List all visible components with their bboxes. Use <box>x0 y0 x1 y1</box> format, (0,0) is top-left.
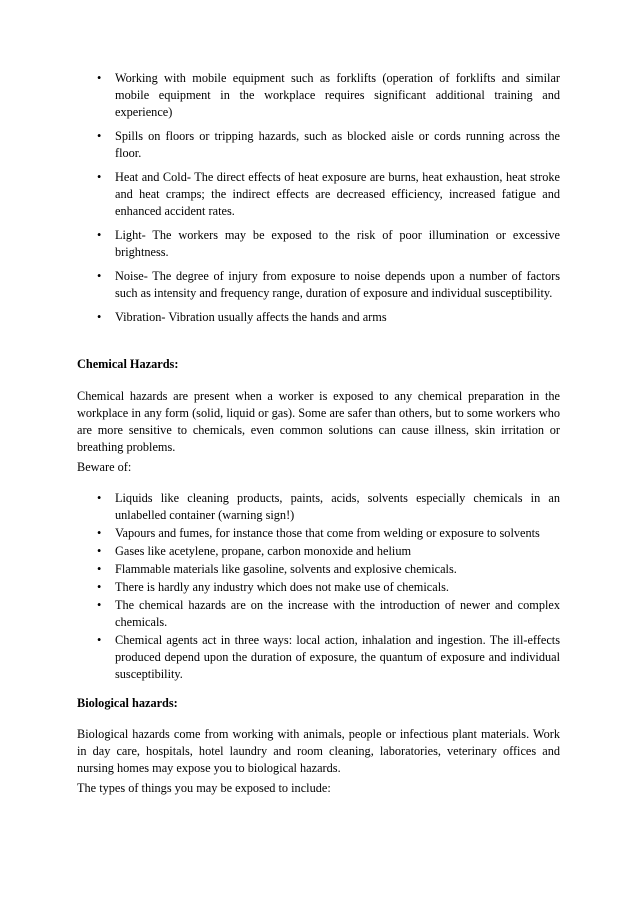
list-item <box>0 169 638 220</box>
beware-label: Beware of: <box>77 460 132 474</box>
list-item <box>0 579 638 596</box>
bullet-marker: • <box>97 491 102 505</box>
bullet-marker: • <box>97 170 102 184</box>
bullet-marker: • <box>97 71 102 85</box>
list-item-text: There is hardly any industry which does not make use of chemicals. <box>115 580 449 594</box>
list-item-text: Heat and Cold- The direct effects of heat exposure are burns, heat exhaustion, heat stroke and heat cramps; the indirect effects are decreased efficiency, increased fatigue and enhanced accident rates. <box>115 170 560 218</box>
list-item <box>0 268 638 302</box>
bullet-marker: • <box>97 526 102 540</box>
bullet-marker: • <box>97 310 102 324</box>
bullet-marker: • <box>97 129 102 143</box>
chemical-hazards-heading: Chemical Hazards: <box>77 357 179 371</box>
list-item-text: The chemical hazards are on the increase with the introduction of newer and complex chemicals. <box>115 598 560 629</box>
list-item-text: Chemical agents act in three ways: local action, inhalation and ingestion. The ill-effects produced depend upon the duration of exposure, the quantum of exposure and individual susceptibility. <box>115 633 560 681</box>
bullet-marker: • <box>97 228 102 242</box>
chemical-hazards-list <box>0 490 638 684</box>
biological-hazards-paragraph: Biological hazards come from working with animals, people or infectious plant materials. Work in day care, hospitals, hotel laundry and room cleaning, laboratories, veterinary offices and nursing homes may expose you to biological hazards. <box>77 727 560 775</box>
list-item <box>0 632 638 683</box>
types-intro: The types of things you may be exposed to include: <box>77 781 331 795</box>
bullet-marker: • <box>97 598 102 612</box>
bullet-marker: • <box>97 269 102 283</box>
list-item-text: Working with mobile equipment such as forklifts (operation of forklifts and similar mobile equipment in the workplace requires significant additional training and experience) <box>115 71 560 119</box>
list-item-text: Noise- The degree of injury from exposure to noise depends upon a number of factors such as intensity and frequency range, duration of exposure and individual susceptibility. <box>115 269 560 300</box>
list-item <box>0 525 638 542</box>
list-item <box>0 227 638 261</box>
biological-hazards-heading: Biological hazards: <box>77 696 178 710</box>
list-item <box>0 543 638 560</box>
bullet-marker: • <box>97 544 102 558</box>
list-item <box>0 490 638 524</box>
bullet-marker: • <box>97 633 102 647</box>
list-item <box>0 309 638 326</box>
list-item <box>0 128 638 162</box>
physical-hazards-list <box>0 70 638 333</box>
bullet-marker: • <box>97 562 102 576</box>
chemical-hazards-paragraph: Chemical hazards are present when a worker is exposed to any chemical preparation in the workplace in any form (solid, liquid or gas). Some are safer than others, but to some workers who are more sensitive to chemicals, even common solutions can cause illness, skin irritation or breathing problems. <box>77 389 560 454</box>
bullet-marker: • <box>97 580 102 594</box>
list-item-text: Vibration- Vibration usually affects the hands and arms <box>115 310 387 324</box>
list-item-text: Spills on floors or tripping hazards, such as blocked aisle or cords running across the floor. <box>115 129 560 160</box>
list-item-text: Vapours and fumes, for instance those that come from welding or exposure to solvents <box>115 526 540 540</box>
list-item-text: Liquids like cleaning products, paints, acids, solvents especially chemicals in an unlabelled container (warning sign!) <box>115 491 560 522</box>
list-item <box>0 597 638 631</box>
list-item-text: Light- The workers may be exposed to the risk of poor illumination or excessive brightness. <box>115 228 560 259</box>
list-item-text: Flammable materials like gasoline, solvents and explosive chemicals. <box>115 562 457 576</box>
list-item <box>0 70 638 121</box>
list-item <box>0 561 638 578</box>
list-item-text: Gases like acetylene, propane, carbon monoxide and helium <box>115 544 412 558</box>
